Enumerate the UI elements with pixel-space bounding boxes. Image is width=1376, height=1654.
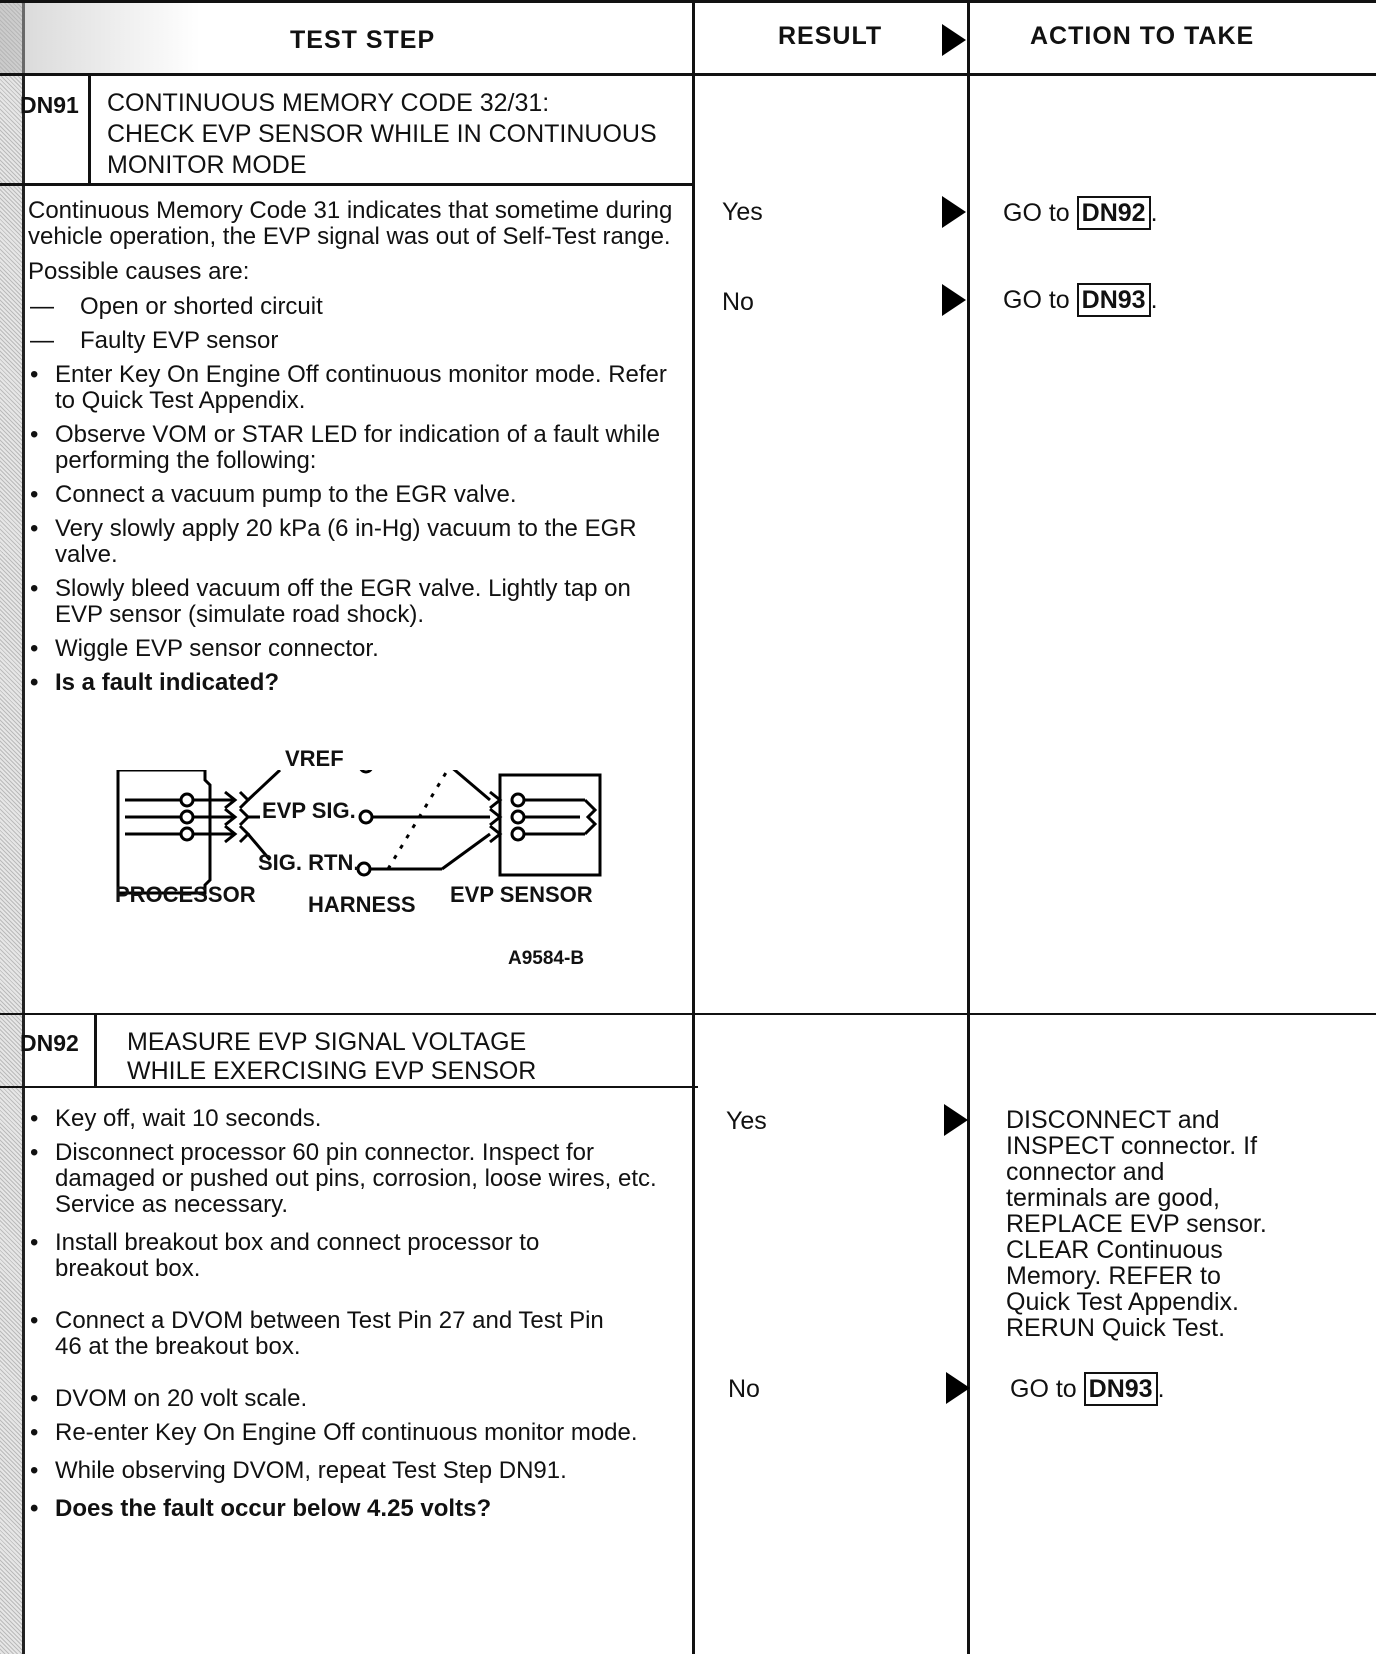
instruction-item: • Slowly bleed vacuum off the EGR valve. Lightly tap on EVP sensor (simulate road shock). [28,576,678,628]
action-line: DISCONNECT and [1006,1106,1220,1134]
action-line: Quick Test Appendix. [1006,1288,1240,1316]
figure-reference: A9584-B [508,948,585,969]
instruction-item: • DVOM on 20 volt scale. [28,1386,678,1412]
instruction-item: • Disconnect processor 60 pin connector. Inspect for damaged or pushed out pins, corrosion, loose wires, etc. Service as necessary. [28,1140,678,1218]
instruction-item: • Connect a DVOM between Test Pin 27 and Test Pin 46 at the breakout box. [28,1308,635,1360]
action-text: . [1157,1375,1165,1403]
step-separator [0,1013,1376,1015]
intro-paragraph: Continuous Memory Code 31 indicates that sometime during vehicle operation, the EVP signal was out of Self-Test range. [28,197,673,250]
result-yes-dn92: Yes [726,1107,767,1135]
action-text: . [1150,286,1158,314]
action-text: GO to [1010,1375,1084,1403]
diagram-label-evp-sig: EVP SIG. [262,798,356,823]
wiring-diagram [110,746,630,1020]
instruction-item: • Very slowly apply 20 kPa (6 in-Hg) vacuum to the EGR valve. [28,516,678,568]
action-line: connector and [1006,1158,1165,1186]
instruction-item: • Re-enter Key On Engine Off continuous monitor mode. [28,1420,678,1446]
header-test-step: TEST STEP [290,26,436,54]
step-id-divider [88,76,91,184]
action-dn91-yes [1003,196,1158,230]
step-body-dn91 [28,198,678,704]
action-dn91-no [1003,283,1158,317]
top-border [0,0,1376,3]
step-title-divider [0,183,694,186]
header-divider [0,73,1376,76]
cause-item: — Faulty EVP sensor [28,328,678,354]
step-link-dn93[interactable]: DN93 [1077,283,1151,317]
header-arrow-icon [942,24,966,56]
instruction-item: • Enter Key On Engine Off continuous monitor mode. Refer to Quick Test Appendix. [28,362,678,414]
diagram-label-harness: HARNESS [308,892,416,917]
instruction-item: • Install breakout box and connect processor to breakout box. [28,1230,615,1282]
instruction-item: • Key off, wait 10 seconds. [28,1106,678,1132]
diagram-label-processor: PROCESSOR [115,882,256,907]
test-question: • Does the fault occur below 4.25 volts? [28,1496,678,1522]
step-title-line: MEASURE EVP SIGNAL VOLTAGE [127,1028,527,1056]
step-title-dn91 [107,88,657,181]
action-line: RERUN Quick Test. [1006,1314,1226,1342]
column-divider-result [692,0,695,1654]
action-line: REPLACE EVP sensor. [1006,1210,1267,1238]
header-action-to-take: ACTION TO TAKE [1030,22,1255,50]
step-link-dn92[interactable]: DN92 [1077,196,1151,230]
result-no-dn92: No [728,1375,760,1403]
result-arrow-icon [942,196,966,228]
action-line: Memory. REFER to [1006,1262,1221,1290]
step-title-line: CONTINUOUS MEMORY CODE 32/31: [107,89,550,117]
action-dn92-yes [1006,1107,1371,1341]
step-id-dn92: DN92 [20,1030,79,1056]
step-title-line: CHECK EVP SENSOR WHILE IN CONTINUOUS [107,120,657,148]
step-title-dn92 [127,1028,536,1086]
diagram-label-evp-sensor: EVP SENSOR [450,882,593,907]
header-shading [0,0,200,76]
diagram-label-vref: VREF [285,746,344,771]
instruction-item: • While observing DVOM, repeat Test Step DN91. [28,1458,678,1484]
instruction-item: • Wiggle EVP sensor connector. [28,636,678,662]
result-arrow-icon [946,1372,970,1404]
step-title-line: WHILE EXERCISING EVP SENSOR [127,1057,537,1085]
action-text: GO to [1003,199,1077,227]
step-title-line: MONITOR MODE [107,151,307,179]
instruction-item: • Connect a vacuum pump to the EGR valve. [28,482,678,508]
left-shaded-margin [0,0,25,1654]
result-arrow-icon [944,1104,968,1136]
step-link-dn93[interactable]: DN93 [1084,1372,1158,1406]
action-text: GO to [1003,286,1077,314]
cause-item: — Open or shorted circuit [28,294,678,320]
action-line: INSPECT connector. If [1006,1132,1258,1160]
result-arrow-icon [942,284,966,316]
result-no-dn91: No [722,288,754,316]
step-body-dn92 [28,1106,678,1530]
processor-box [118,770,210,893]
action-text: . [1150,199,1158,227]
action-line: CLEAR Continuous [1006,1236,1223,1264]
result-yes-dn91: Yes [722,198,763,226]
test-question: • Is a fault indicated? [28,670,678,696]
step-id-divider [94,1015,97,1087]
column-divider-action [967,0,970,1654]
action-dn92-no [1010,1372,1165,1406]
action-line: terminals are good, [1006,1184,1221,1212]
header-result: RESULT [778,22,883,50]
instruction-item: • Observe VOM or STAR LED for indication of a fault while performing the following: [28,422,678,474]
causes-label: Possible causes are: [28,258,250,285]
diagram-label-sig-rtn: SIG. RTN. [258,850,360,875]
step-title-divider [0,1086,698,1088]
step-id-dn91: DN91 [20,92,79,118]
